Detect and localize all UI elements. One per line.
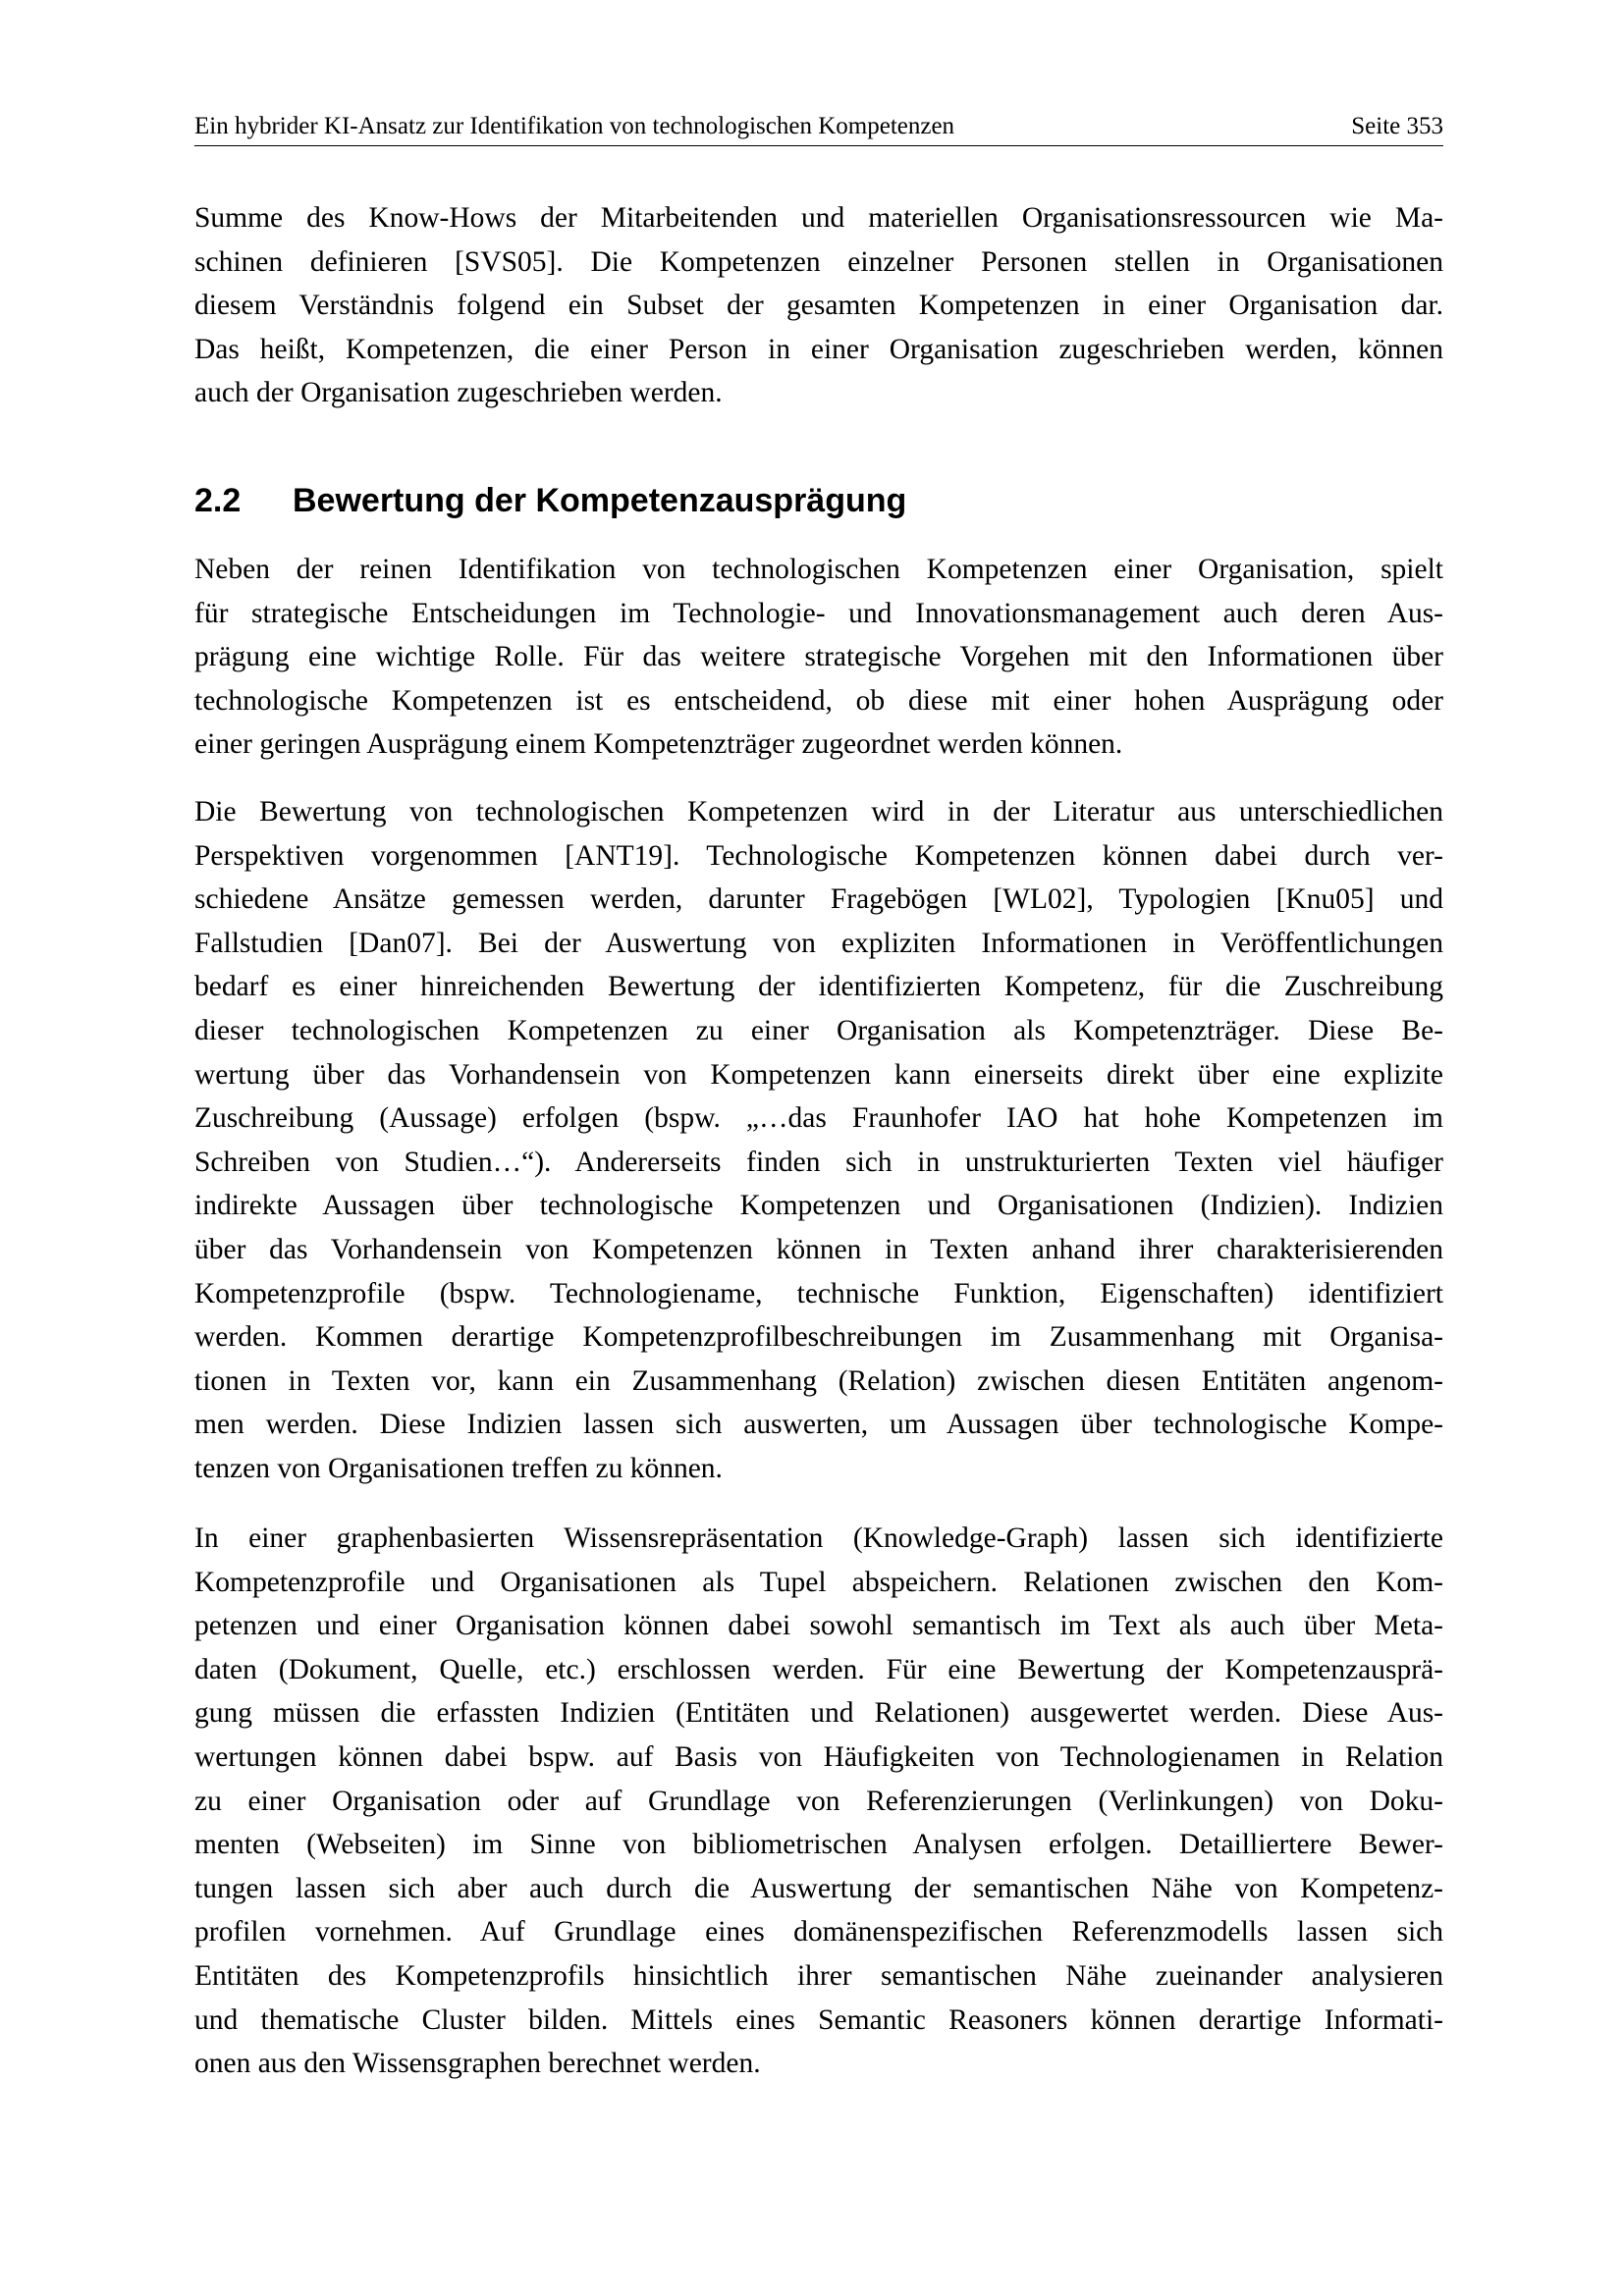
text-line: tungen lassen sich aber auch durch die Auswertung der semantischen Nähe von Kompetenz- [194, 1872, 1443, 1904]
running-header [194, 106, 1443, 146]
text-line: Schreiben von Studien…“). Andererseits finden sich in unstrukturierten Texten viel häufiger [194, 1146, 1443, 1178]
paragraph-1 [194, 196, 1443, 415]
running-header-title: Ein hybrider KI-Ansatz zur Identifikation von technologischen Kompetenzen [194, 113, 955, 139]
text-line: indirekte Aussagen über technologische Kompetenzen und Organisationen (Indizien). Indizien [194, 1190, 1443, 1222]
text-line: Kompetenzprofile (bspw. Technologiename, technische Funktion, Eigenschaften) identifiziert [194, 1277, 1443, 1309]
text-line: Fallstudien [Dan07]. Bei der Auswertung von expliziten Informationen in Veröffentlichungen [194, 927, 1443, 959]
text-line: prägung eine wichtige Rolle. Für das weitere strategische Vorgehen mit den Informationen über [194, 641, 1443, 673]
text-line: schiedene Ansätze gemessen werden, darunter Fragebögen [WL02], Typologien [Knu05] und [194, 883, 1443, 916]
text-line: men werden. Diese Indizien lassen sich auswerten, um Aussagen über technologische Kompe- [194, 1409, 1443, 1441]
text-line: Zuschreibung (Aussage) erfolgen (bspw. „…das Fraunhofer IAO hat hohe Kompetenzen im [194, 1102, 1443, 1135]
text-line: Summe des Know-Hows der Mitarbeitenden und materiellen Organisationsressourcen wie Ma- [194, 202, 1443, 234]
section-title: Bewertung der Kompetenzausprägung [293, 482, 907, 519]
text-line: Kompetenzprofile und Organisationen als Tupel abspeichern. Relationen zwischen den Kom- [194, 1566, 1443, 1598]
paragraph-3 [194, 790, 1443, 1491]
text-line: über das Vorhandensein von Kompetenzen können in Texten anhand ihrer charakterisierenden [194, 1233, 1443, 1265]
text-line: Entitäten des Kompetenzprofils hinsichtlich ihrer semantischen Nähe zueinander analysieren [194, 1959, 1443, 1992]
text-line: auch der Organisation zugeschrieben werden. [194, 377, 723, 409]
text-line: wertung über das Vorhandensein von Kompetenzen kann einerseits direkt über eine explizite [194, 1058, 1443, 1091]
text-line: dieser technologischen Kompetenzen zu einer Organisation als Kompetenzträger. Diese Be- [194, 1014, 1443, 1046]
text-line: einer geringen Ausprägung einem Kompetenzträger zugeordnet werden können. [194, 728, 1123, 761]
text-line: Das heißt, Kompetenzen, die einer Person in einer Organisation zugeschrieben werden, können [194, 333, 1443, 365]
text-line: In einer graphenbasierten Wissensrepräsentation (Knowledge-Graph) lassen sich identifizierte [194, 1522, 1443, 1554]
text-line: diesem Verständnis folgend ein Subset der gesamten Kompetenzen in einer Organisation dar. [194, 290, 1443, 322]
text-line: technologische Kompetenzen ist es entscheidend, ob diese mit einer hohen Ausprägung oder [194, 684, 1443, 717]
section-heading [194, 479, 1443, 522]
section-number: 2.2 [194, 482, 242, 519]
text-line: schinen definieren [SVS05]. Die Kompetenzen einzelner Personen stellen in Organisationen [194, 245, 1443, 278]
text-line: bedarf es einer hinreichenden Bewertung der identifizierten Kompetenz, für die Zuschreibung [194, 971, 1443, 1003]
text-line: onen aus den Wissensgraphen berechnet werden. [194, 2048, 761, 2080]
text-line: wertungen können dabei bspw. auf Basis von Häufigkeiten von Technologienamen in Relation [194, 1740, 1443, 1773]
text-line: zu einer Organisation oder auf Grundlage von Referenzierungen (Verlinkungen) von Doku- [194, 1785, 1443, 1817]
paragraph-2 [194, 548, 1443, 767]
text-line: und thematische Cluster bilden. Mittels eines Semantic Reasoners können derartige Informati- [194, 2003, 1443, 2036]
text-line: Perspektiven vorgenommen [ANT19]. Technologische Kompetenzen können dabei durch ver- [194, 839, 1443, 872]
text-line: gung müssen die erfassten Indizien (Entitäten und Relationen) ausgewertet werden. Diese Aus- [194, 1697, 1443, 1730]
paragraph-4 [194, 1517, 1443, 2086]
text-line: tenzen von Organisationen treffen zu können. [194, 1452, 723, 1484]
text-line: Die Bewertung von technologischen Kompetenzen wird in der Literatur aus unterschiedlichen [194, 796, 1443, 828]
text-line: für strategische Entscheidungen im Technologie- und Innovationsmanagement auch deren Aus- [194, 597, 1443, 629]
text-line: Neben der reinen Identifikation von technologischen Kompetenzen einer Organisation, spielt [194, 554, 1443, 585]
text-line: menten (Webseiten) im Sinne von bibliometrischen Analysen erfolgen. Detailliertere Bewer- [194, 1829, 1443, 1861]
text-line: werden. Kommen derartige Kompetenzprofilbeschreibungen im Zusammenhang mit Organisa- [194, 1321, 1443, 1354]
text-line: profilen vornehmen. Auf Grundlage eines domänenspezifischen Referenzmodells lassen sich [194, 1916, 1443, 1949]
text-line: petenzen und einer Organisation können dabei sowohl semantisch im Text als auch über Meta- [194, 1610, 1443, 1642]
page-number: Seite 353 [1351, 113, 1443, 139]
text-line: tionen in Texten vor, kann ein Zusammenhang (Relation) zwischen diesen Entitäten angenom- [194, 1364, 1443, 1397]
text-line: daten (Dokument, Quelle, etc.) erschlossen werden. Für eine Bewertung der Kompetenzausprä- [194, 1653, 1443, 1685]
